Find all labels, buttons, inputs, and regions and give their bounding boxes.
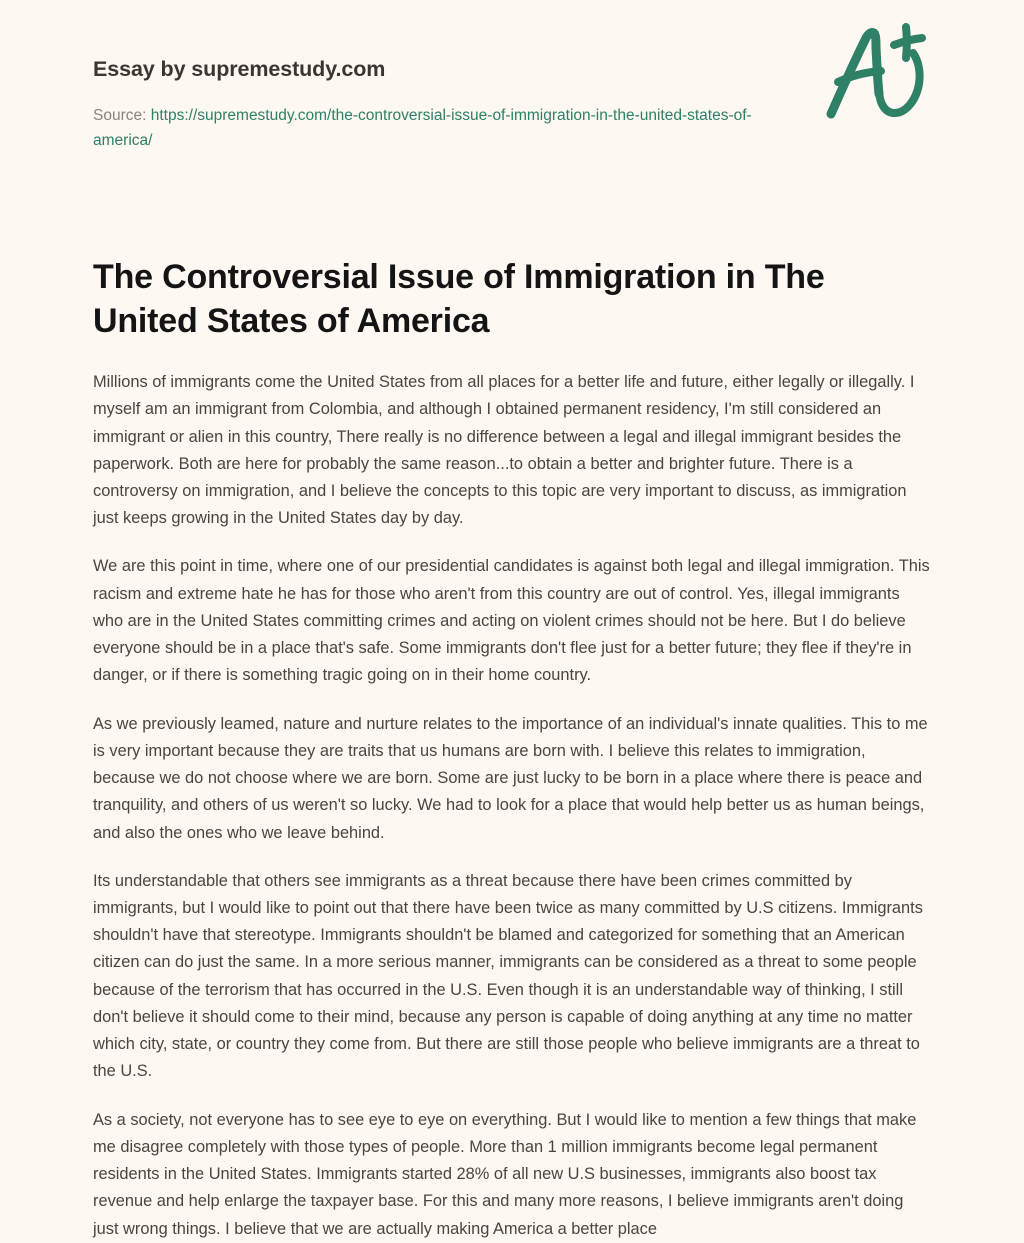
article-paragraph: Its understandable that others see immigrants as a threat because there have been crimes committed by immigrants, but I would like to point out that there have been twice as many committed by U.S citizens. Immigrants shouldn't have that stereotype. Immigrants shouldn't be blamed and categorized for something that an American citizen can do just the same. In a more serious manner, immigrants can be considered as a threat to some people because of the terrorism that has occurred in the U.S. Even though it is an understandable way of thinking, I still don't believe it should come to their mind, because any person is capable of doing anything at any time no matter which city, state, or country they come from. But there are still those people who believe immigrants are a threat to the U.S. xyxy=(93,871,923,1081)
article-paragraph: Millions of immigrants come the United States from all places for a better life and future, either legally or illegally. I myself am an immigrant from Colombia, and although I obtained permanent residency, I'm still considered an immigrant or alien in this country, There really is no difference between a legal and illegal immigrant besides the paperwork. Both are here for probably the same reason...to obtain a better and brighter future. There is a controversy on immigration, and I believe the concepts to this topic are very important to discuss, as immigration just keeps growing in the United States day by day. xyxy=(93,373,915,528)
article-paragraph: As we previously leamed, nature and nurture relates to the importance of an individual's innate qualities. This to me is very important because they are traits that us humans are born with. I believe this relates to immigration, because we do not choose where we are born. Some are just lucky to be born in a place where there is peace and tranquility, and others of us weren't so lucky. We had to look for a place that would help better us as human beings, and also the ones who we leave behind. xyxy=(93,714,928,842)
article-body xyxy=(93,343,930,1243)
page-title: The Controversial Issue of Immigration in The United States of America xyxy=(93,258,825,340)
essay-byline: Essay by supremestudy.com xyxy=(93,57,386,81)
source-line xyxy=(93,103,753,153)
source-label: Source: xyxy=(93,106,147,124)
page-header xyxy=(93,0,930,176)
a-plus-logo-icon xyxy=(819,18,931,126)
article-paragraph: As a society, not everyone has to see eye to eye on everything. But I would like to mention a few things that make me disagree completely with those types of people. More than 1 million immigrants become legal permanent residents in the United States. Immigrants started 28% of all new U.S businesses, immigrants also boost tax revenue and help enlarge the taxpayer base. For this and many more reasons, I believe immigrants aren't doing just wrong things. I believe that we are actually making America a better place xyxy=(93,1110,917,1238)
article-paragraph: We are this point in time, where one of our presidential candidates is against both legal and illegal immigration. This racism and extreme hate he has for those who aren't from this country are out of control. Yes, illegal immigrants who are in the United States committing crimes and acting on violent crimes should not be here. But I do believe everyone should be in a place that's safe. Some immigrants don't flee just for a better future; they flee if they're in danger, or if there is something tragic going on in their home country. xyxy=(93,557,930,685)
source-url-link[interactable]: https://supremestudy.com/the-controversial-issue-of-immigration-in-the-united-states-of-america/ xyxy=(93,106,752,149)
